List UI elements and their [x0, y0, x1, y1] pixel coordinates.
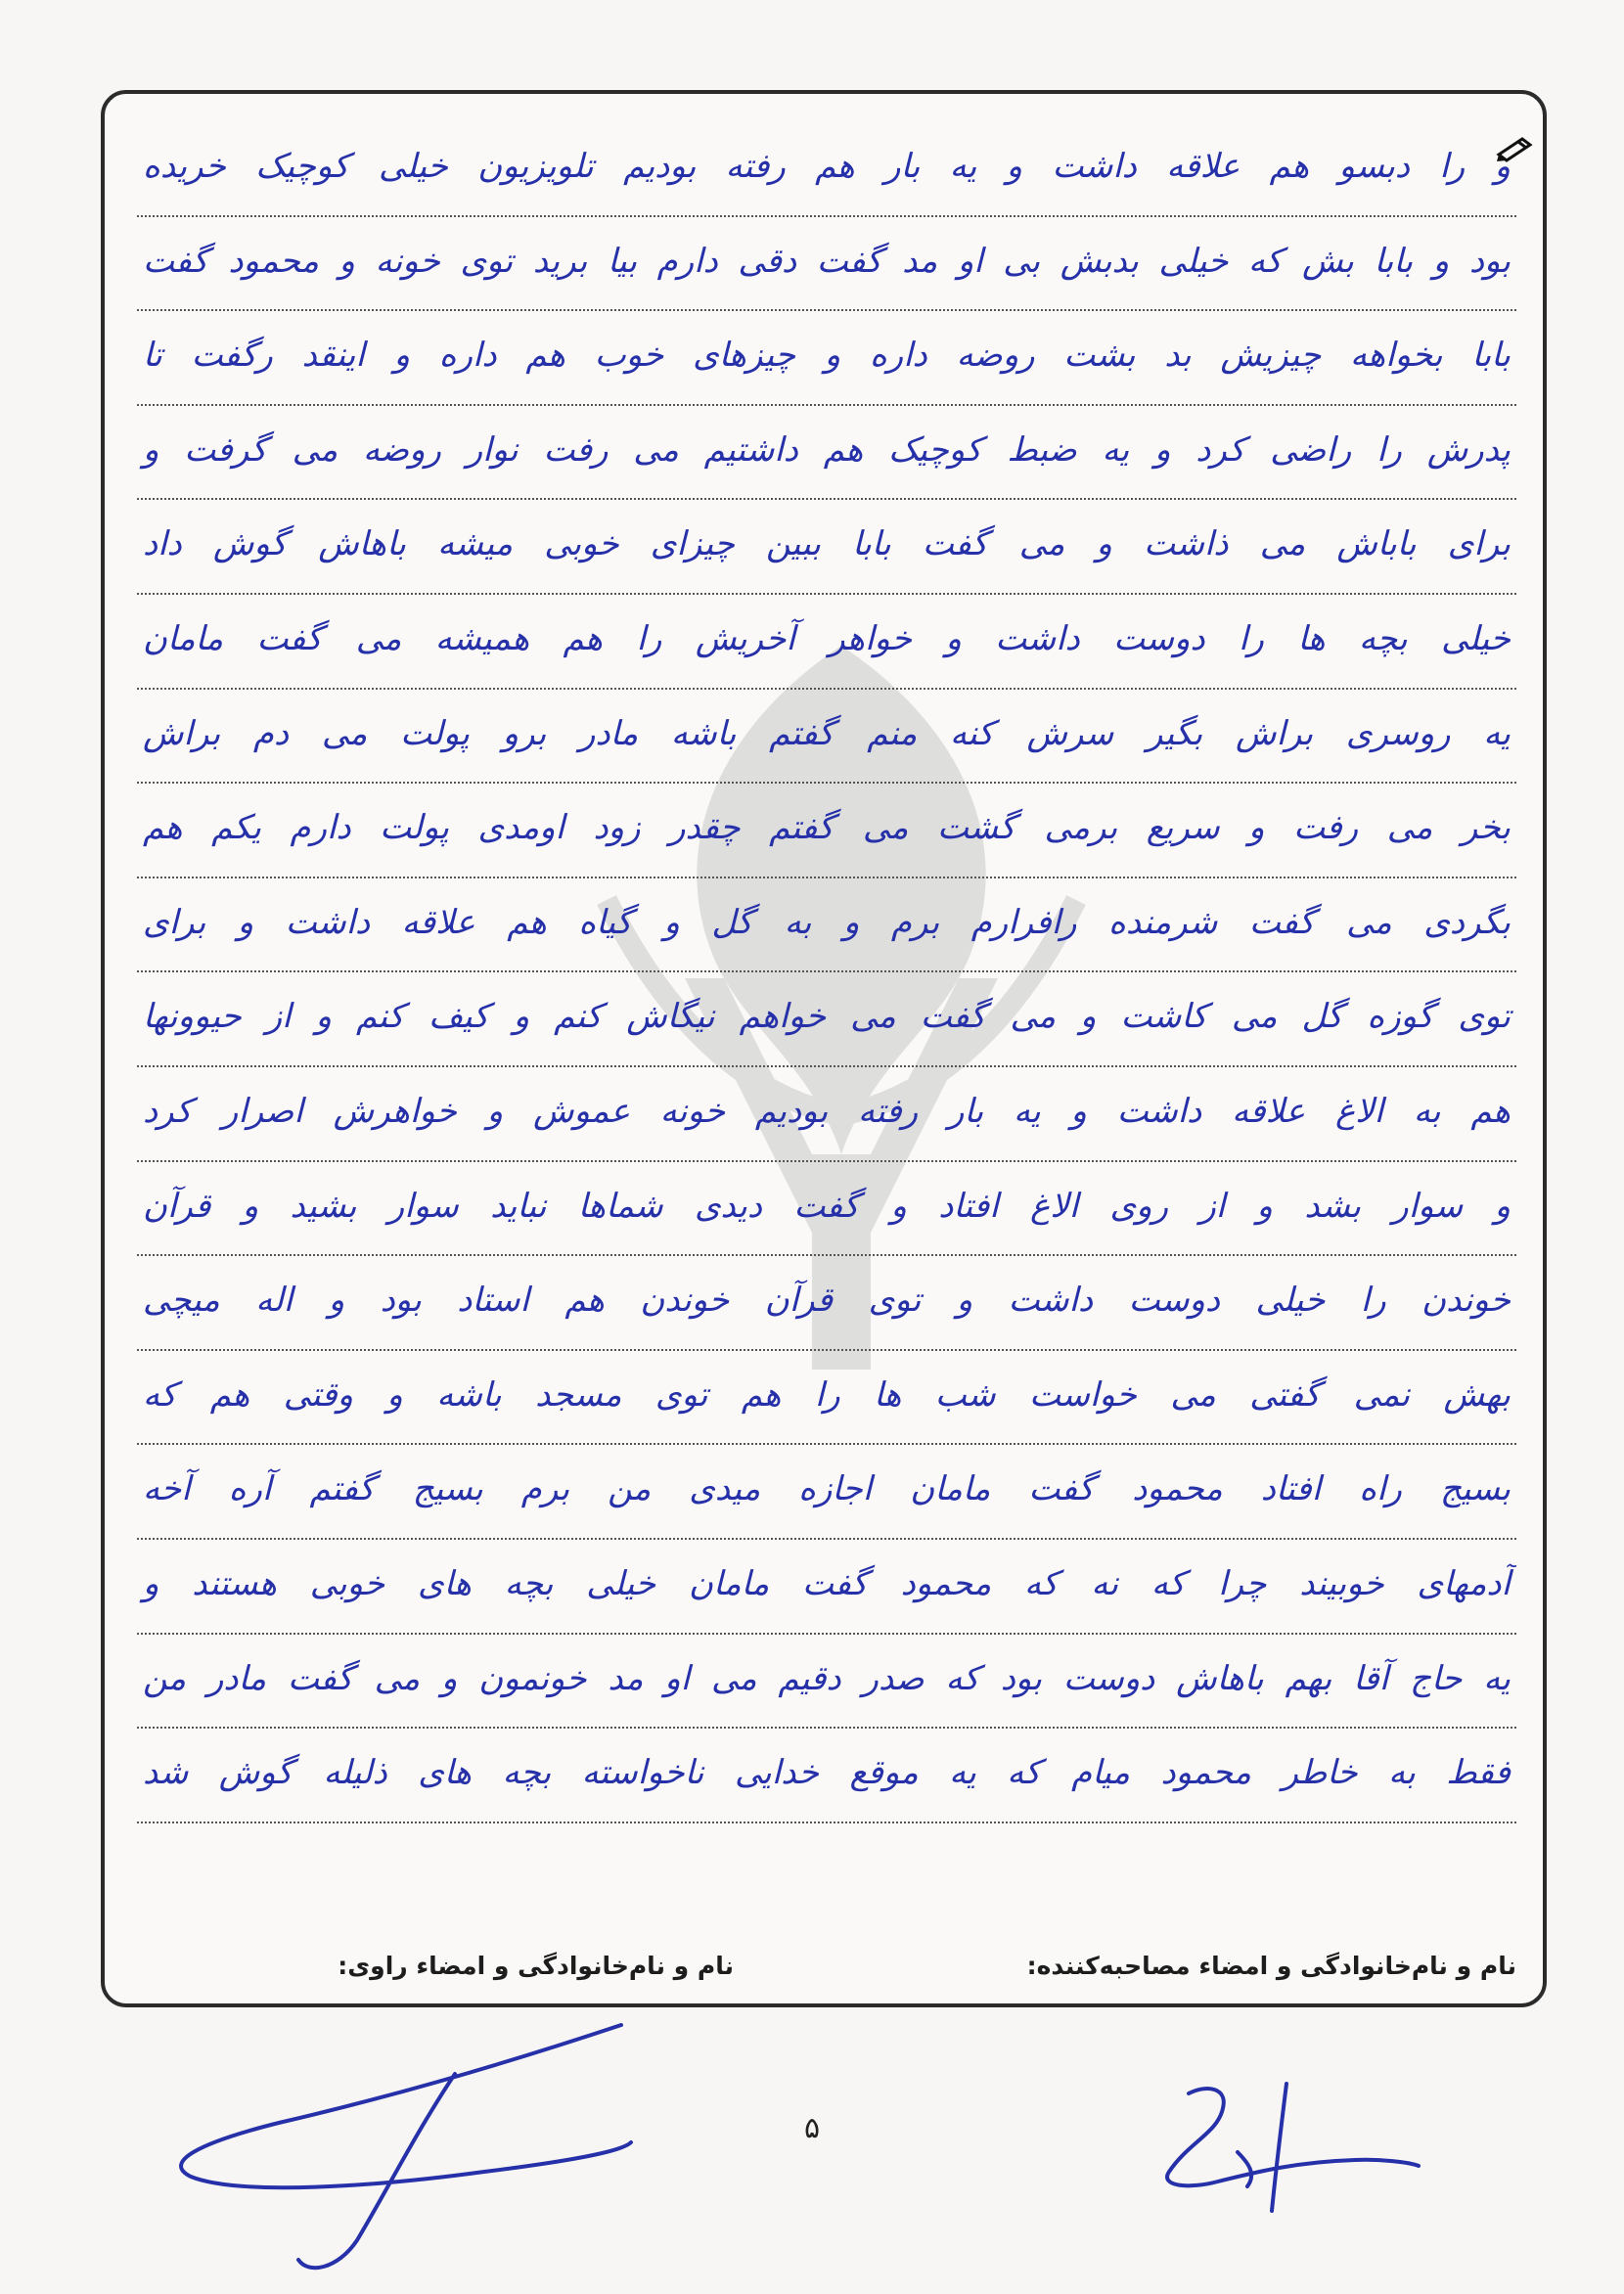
text-line-12: و سوار بشد و از روی الاغ افتاد و گفت دیدی شماها نباید سوار بشید و قرآن: [137, 1162, 1516, 1257]
text-line-18: فقط به خاطر محمود میام که یه موقع خدایی ناخواسته بچه های ذلیله گوش شد: [137, 1729, 1516, 1823]
text-line-3: بابا بخواهه چیزیش بد بشت روضه داره و چیزهای خوب هم داره و اینقد رگفت تا: [137, 311, 1516, 406]
text-line-9: بگردی می گفت شرمنده رافرارم برم و به گل و گیاه هم علاقه داشت و برای: [137, 878, 1516, 973]
text-line-8: بخر می رفت و سریع برمی گشت می گفتم چقدر زود اومدی پولت دارم یکم هم: [137, 784, 1516, 878]
text-line-2: بود و بابا بش که خیلی بدبش بی او مد گفت دقی دارم بیا برید توی خونه و محمود گفت: [137, 217, 1516, 312]
text-line-11: هم به الاغ علاقه داشت و یه بار رفته بودیم خونه عموش و خواهرش اصرار کرد: [137, 1067, 1516, 1162]
text-line-1: و را دبسو هم علاقه داشت و یه بار هم رفته بودیم تلویزیون خیلی کوچیک خریده: [137, 122, 1516, 217]
narrator-signature: [161, 2015, 670, 2279]
narrator-label: نام و نام‌خانوادگی و امضاء راوی:: [338, 1952, 734, 1980]
text-line-13: خوندن را خیلی دوست داشت و توی قرآن خوندن هم استاد بود و اله میچی: [137, 1256, 1516, 1351]
text-line-14: بهش نمی گفتی می خواست شب ها را هم توی مسجد باشه و وقتی هم که: [137, 1351, 1516, 1446]
text-line-17: یه حاج آقا بهم باهاش دوست بود که صدر دقیم می او مد خونمون و می گفت مادر من: [137, 1635, 1516, 1730]
text-line-16: آدمهای خوبیند چرا که نه که محمود گفت مامان خیلی بچه های خوبی هستند و: [137, 1540, 1516, 1635]
handwritten-text-lines: [137, 122, 1516, 1942]
text-line-15: بسیج راه افتاد محمود گفت مامان اجازه میدی من برم بسیج گفتم آره آخه: [137, 1445, 1516, 1540]
text-line-6: خیلی بچه ها را دوست داشت و خواهر آخریش را هم همیشه می گفت مامان: [137, 595, 1516, 690]
interviewer-signature: [1130, 2064, 1423, 2221]
signature-footer: [137, 1952, 1516, 1991]
text-line-10: توی گوزه گل می کاشت و می گفت می خواهم نیگاش کنم و کیف کنم و از حیوونها: [137, 972, 1516, 1067]
text-line-4: پدرش را راضی کرد و یه ضبط کوچیک هم داشتیم می رفت نوار روضه می گرفت و: [137, 406, 1516, 501]
interviewer-label: نام و نام‌خانوادگی و امضاء مصاحبه‌کننده:: [1026, 1952, 1516, 1980]
text-line-7: یه روسری براش بگیر سرش کنه منم گفتم باشه مادر برو پولت می دم براش: [137, 690, 1516, 785]
page-number: ۵: [803, 2111, 821, 2145]
text-line-5: برای باباش می ذاشت و می گفت بابا ببین چیزای خوبی میشه باهاش گوش داد: [137, 500, 1516, 595]
